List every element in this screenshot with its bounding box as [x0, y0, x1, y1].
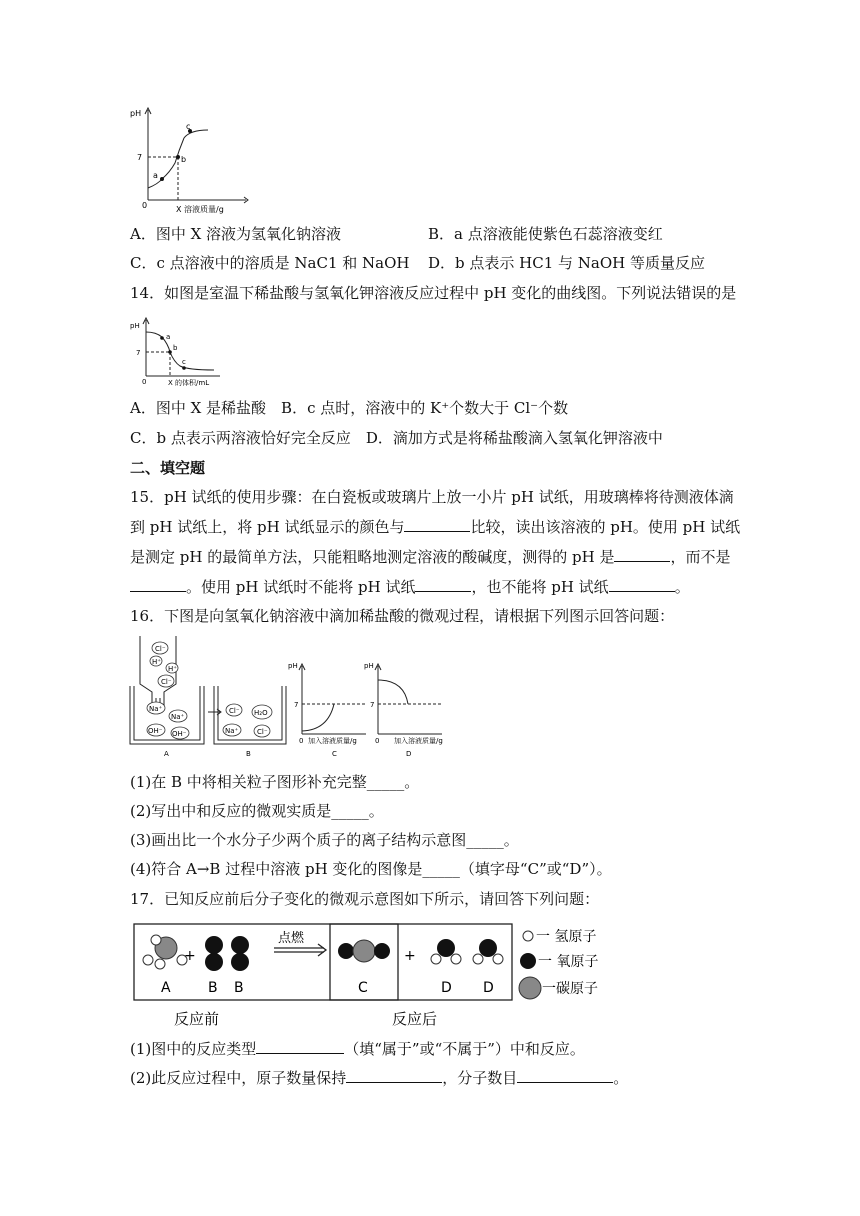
q17-text: ，分子数目 [442, 1069, 518, 1087]
legend-oxygen-icon [520, 953, 536, 969]
q13-label-a: a [153, 171, 158, 180]
q14-point-a [160, 336, 164, 340]
q14-y-label: pH [130, 322, 140, 330]
q14-label-a: a [166, 333, 171, 341]
q17-blank-2[interactable] [346, 1068, 442, 1083]
q15-line1: 15．pH 试纸的使用步骤：在白瓷板或玻璃片上放一小片 pH 试纸，用玻璃棒将待测液体滴 [130, 488, 734, 506]
graph-d [375, 664, 442, 734]
label-a: A [164, 750, 169, 758]
q15-text: ，而不是 [670, 548, 731, 566]
atom-oxygen [231, 936, 249, 954]
atom-hydrogen [431, 954, 441, 964]
beaker-a [130, 686, 204, 744]
q15-blank-4[interactable] [415, 577, 471, 592]
q14-label-b: b [173, 344, 178, 352]
q17-sub-2 [130, 1067, 628, 1089]
q13-origin: 0 [142, 201, 148, 210]
q13-option-a: A．图中 X 溶液为氢氧化钠溶液 [130, 225, 342, 243]
q17-blank-3[interactable] [517, 1068, 613, 1083]
q17-text: （填“属于”或“不属于”）中和反应。 [344, 1040, 585, 1058]
atom-hydrogen [451, 954, 461, 964]
plus-sign: + [404, 948, 416, 964]
ion-cl: Cl⁻ [257, 728, 268, 736]
q14-options-line1: A．图中 X 是稀盐酸 B．c 点时，溶液中的 K⁺个数大于 Cl⁻个数 [130, 399, 569, 417]
q14-stem: 14．如图是室温下稀盐酸与氢氧化钾溶液反应过程中 pH 变化的曲线图。下列说法错误的是 [130, 284, 737, 302]
label-d: D [441, 980, 452, 996]
legend-hydrogen-icon [523, 931, 533, 941]
section-title: 二、填空题 [130, 459, 206, 477]
atom-oxygen [437, 939, 455, 957]
atom-hydrogen [493, 954, 503, 964]
q17-text: (1)图中的反应类型 [130, 1040, 257, 1058]
label-d: D [483, 980, 494, 996]
label-c: C [358, 980, 368, 996]
q15-text: ，也不能将 pH 试纸 [471, 578, 609, 596]
atom-hydrogen [473, 954, 483, 964]
label-b: B [234, 980, 244, 996]
legend-carbon-icon [519, 977, 541, 999]
graph-c-seven: 7 [294, 701, 299, 709]
label-b: B [208, 980, 218, 996]
q17-text: (2)此反应过程中，原子数量保持 [130, 1069, 347, 1087]
q13-option-d: D．b 点表示 HC1 与 NaOH 等质量反应 [428, 254, 706, 272]
graph-c-y-label: pH [288, 662, 298, 670]
q13-option-b: B．a 点溶液能使紫色石蕊溶液变红 [428, 225, 663, 243]
ion-cl: Cl⁻ [229, 707, 240, 715]
atom-oxygen [205, 953, 223, 971]
q14-point-c [182, 366, 186, 370]
q16-sub-1: (1)在 B 中将相关粒子图形补充完整_____。 [130, 773, 420, 791]
caption-before: 反应前 [174, 1010, 220, 1028]
q17-blank-1[interactable] [256, 1039, 344, 1054]
q17-sub-1 [130, 1038, 585, 1060]
q14-x-label: X 的体积/mL [168, 379, 210, 387]
atom-hydrogen [143, 955, 153, 965]
graph-d-seven: 7 [370, 701, 375, 709]
atom-oxygen [479, 939, 497, 957]
q14-seven: 7 [136, 349, 141, 357]
beaker-b [214, 686, 286, 744]
label-a: A [161, 980, 171, 996]
ion-na: Na⁺ [149, 705, 163, 713]
ion-h: H⁺ [168, 665, 177, 673]
legend-hydrogen: 一 氢原子 [536, 929, 597, 945]
ion-cl: Cl⁻ [155, 645, 166, 653]
q15-text: 。 [674, 578, 690, 596]
graph-d-y-label: pH [364, 662, 374, 670]
q13-point-a [160, 177, 164, 181]
condition-ignite: 点燃 [278, 931, 305, 946]
q13-ph-graph [128, 100, 258, 215]
q15-line3 [130, 546, 730, 568]
q14-options-line2: C．b 点表示两溶液恰好完全反应 D．滴加方式是将稀盐酸滴入氢氧化钾溶液中 [130, 429, 663, 447]
q13-label-c: c [186, 122, 191, 131]
q17-text: 。 [613, 1069, 629, 1087]
q15-line2 [130, 516, 740, 538]
q14-point-b [168, 350, 172, 354]
q16-sub-4: (4)符合 A→B 过程中溶液 pH 变化的图像是_____（填字母“C”或“D”）。 [130, 860, 612, 878]
q15-text: 到 pH 试纸上，将 pH 试纸显示的颜色与 [130, 518, 405, 536]
label-b: B [246, 750, 251, 758]
q14-label-c: c [182, 358, 186, 366]
q13-x-label: X 溶液质量/g [176, 205, 224, 214]
q16-sub-3: (3)画出比一个水分子少两个质子的离子结构示意图_____。 [130, 831, 519, 849]
q16-figure [128, 636, 468, 760]
atom-hydrogen [151, 935, 161, 945]
q16-stem: 16．下图是向氢氧化钠溶液中滴加稀盐酸的微观过程，请根据下列图示回答问题： [130, 607, 675, 625]
q17-figure [128, 918, 628, 1030]
legend-oxygen: 一 氧原子 [538, 954, 599, 970]
q15-blank-1[interactable] [404, 517, 470, 532]
q13-label-b: b [181, 155, 187, 164]
label-c: C [332, 750, 337, 758]
legend-carbon: 一碳原子 [542, 981, 598, 997]
atom-oxygen [374, 943, 390, 959]
ion-oh: OH⁻ [172, 730, 187, 738]
q13-point-b [176, 155, 180, 159]
q15-text: 比较，读出该溶液的 pH。使用 pH 试纸 [470, 518, 741, 536]
caption-after: 反应后 [392, 1010, 438, 1028]
atom-carbon [353, 940, 375, 962]
ion-h: H⁺ [152, 658, 161, 666]
graph-c-origin: 0 [299, 737, 304, 745]
ion-oh: OH⁻ [148, 727, 163, 735]
ion-na: Na⁺ [171, 713, 185, 721]
ion-na: Na⁺ [225, 727, 239, 735]
q15-text: 是测定 pH 的最简单方法，只能粗略地测定溶液的酸碱度，测得的 pH 是 [130, 548, 615, 566]
q15-blank-5[interactable] [609, 577, 675, 592]
graph-d-origin: 0 [375, 737, 380, 745]
q13-seven: 7 [137, 153, 143, 162]
atom-oxygen [338, 943, 354, 959]
q13-y-label: pH [130, 109, 142, 118]
q17-stem: 17．已知反应前后分子变化的微观示意图如下所示，请回答下列问题： [130, 890, 600, 908]
graph-c-x-label: 加入溶液质量/g [308, 737, 357, 745]
atom-oxygen [231, 953, 249, 971]
molecule-h2o: H₂O [254, 709, 268, 717]
label-d: D [406, 750, 412, 758]
q13-option-c: C．c 点溶液中的溶质是 NaC1 和 NaOH [130, 254, 410, 272]
plus-sign: + [184, 948, 196, 964]
q14-curve [146, 332, 214, 370]
q15-line4 [130, 576, 690, 598]
graph-c [299, 664, 366, 734]
q15-blank-2[interactable] [614, 547, 670, 562]
atom-oxygen [205, 936, 223, 954]
graph-d-x-label: 加入溶液质量/g [394, 737, 443, 745]
q15-blank-3[interactable] [130, 577, 186, 592]
q16-sub-2: (2)写出中和反应的微观实质是_____。 [130, 802, 384, 820]
ion-cl: Cl⁻ [161, 678, 172, 686]
q15-text: 。使用 pH 试纸时不能将 pH 试纸 [186, 578, 416, 596]
atom-hydrogen [155, 959, 165, 969]
q14-ph-graph [128, 312, 228, 390]
q14-origin: 0 [142, 378, 147, 386]
